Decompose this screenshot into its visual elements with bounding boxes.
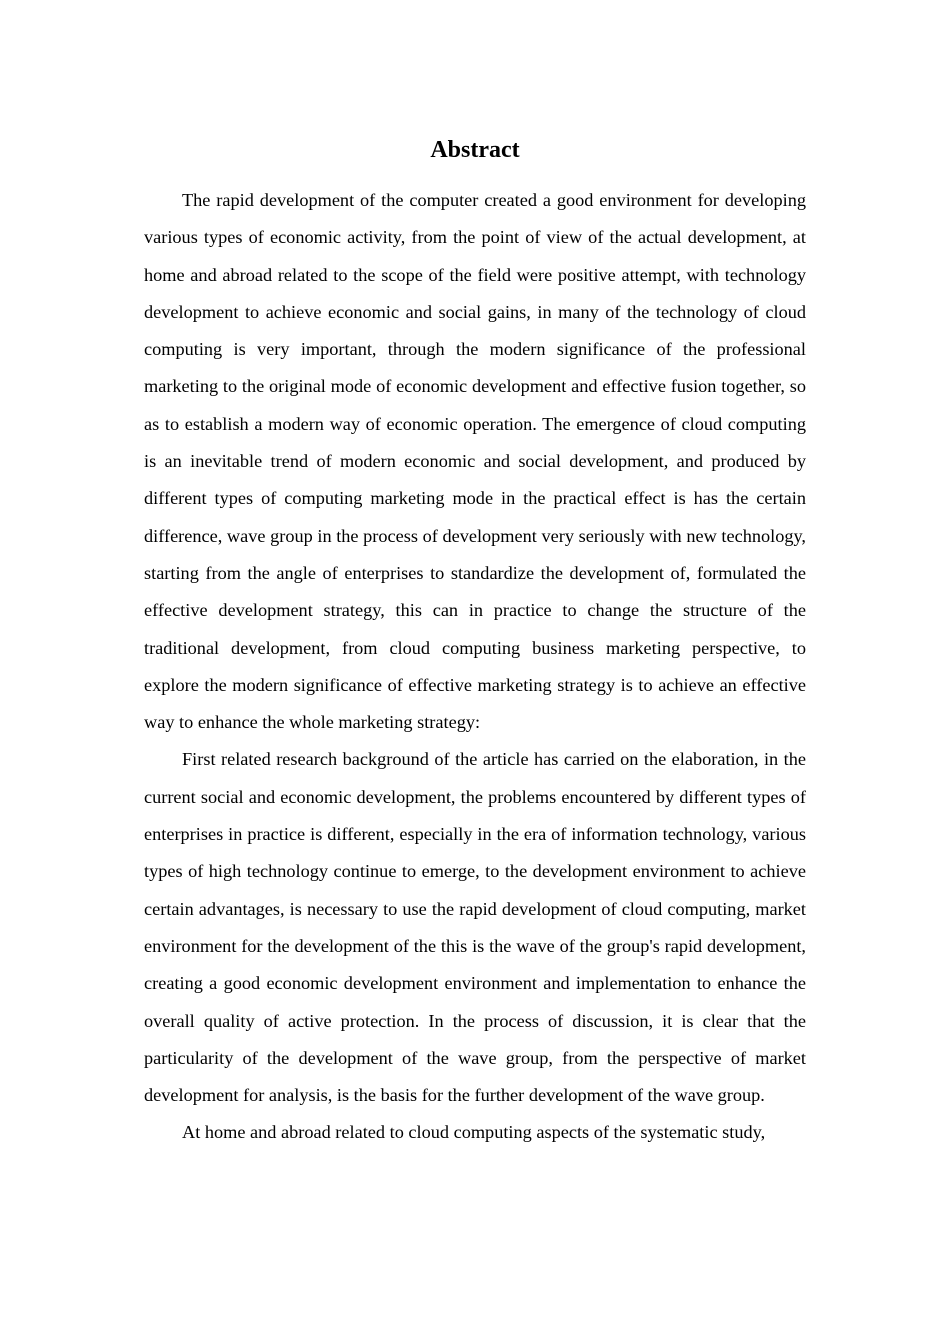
abstract-section: [144, 130, 806, 1152]
abstract-title: Abstract: [430, 137, 520, 163]
abstract-paragraph-1: The rapid development of the computer created a good environment for developing various types of economic activity, from the point of view of the actual development, at home and abroad related to the scope of the field were positive attempt, with technology development to achieve economic and social gains, in many of the technology of cloud computing is very important, through the modern significance of the professional marketing to the original mode of economic development and effective fusion together, so as to establish a modern way of economic operation. The emergence of cloud computing is an inevitable trend of modern economic and social development, and produced by different types of computing marketing mode in the practical effect is has the certain difference, wave group in the process of development very seriously with new technology, starting from the angle of enterprises to standardize the development of, formulated the effective development strategy, this can in practice to change the structure of the traditional development, from cloud computing business marketing perspective, to explore the modern significance of effective marketing strategy is to achieve an effective way to enhance the whole marketing strategy:: [144, 190, 806, 733]
abstract-paragraph-3: At home and abroad related to cloud computing aspects of the systematic study,: [182, 1122, 766, 1143]
abstract-paragraph-2: First related research background of the article has carried on the elaboration, in the current social and economic development, the problems encountered by different types of enterprises in practice is different, especially in the era of information technology, various types of high technology continue to emerge, to the development environment to achieve certain advantages, is necessary to use the rapid development of cloud computing, market environment for the development of the this is the wave of the group's rapid development, creating a good economic development environment and implementation to enhance the overall quality of active protection. In the process of discussion, it is clear that the particularity of the development of the wave group, from the perspective of market development for analysis, is the basis for the further development of the wave group.: [144, 749, 806, 1106]
